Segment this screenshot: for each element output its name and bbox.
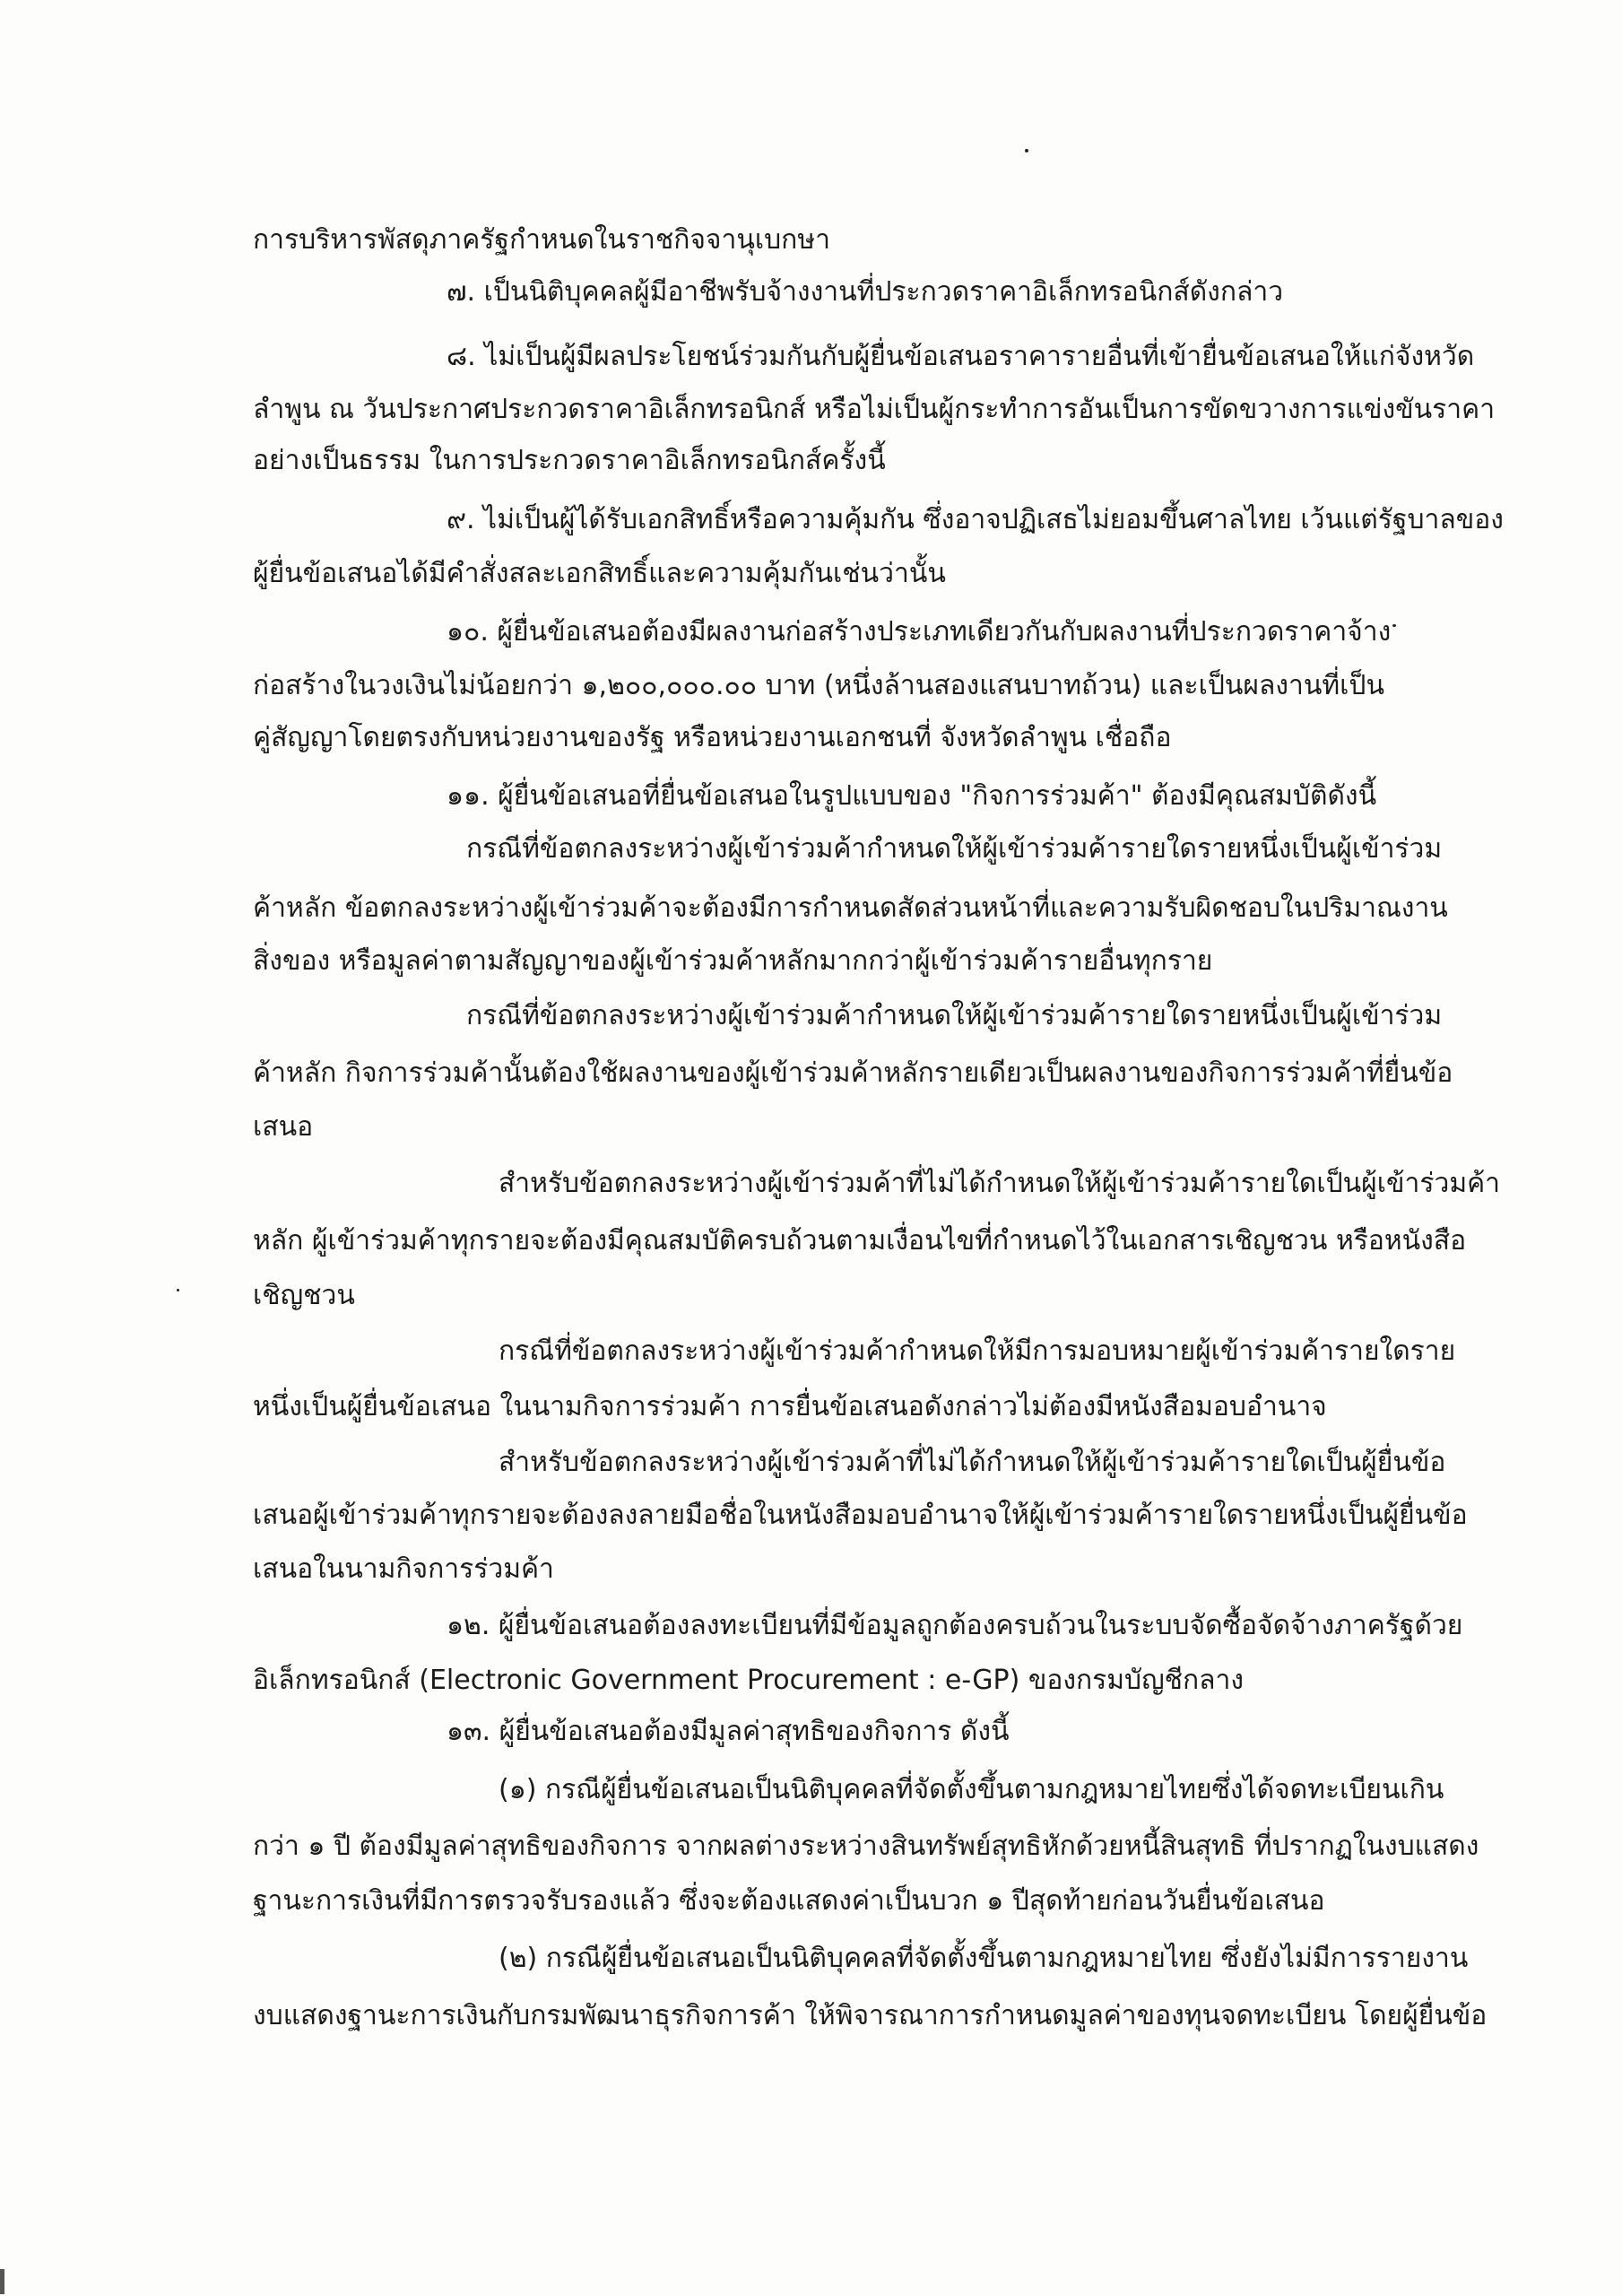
text-line: กว่า ๑ ปี ต้องมีมูลค่าสุทธิของกิจการ จากผลต่างระหว่างสินทรัพย์สุทธิหักด้วยหนี้สินสุทธิ ที่ปรากฏในงบแสดง: [253, 1831, 1479, 1862]
text-line: อย่างเป็นธรรม ในการประกวดราคาอิเล็กทรอนิกส์ครั้งนี้: [253, 445, 886, 476]
text-line: ๑๒. ผู้ยื่นข้อเสนอต้องลงทะเบียนที่มีข้อมูลถูกต้องครบถ้วนในระบบจัดซื้อจัดจ้างภาครัฐด้วย: [447, 1610, 1463, 1641]
text-line: ก่อสร้างในวงเงินไม่น้อยกว่า ๑,๒๐๐,๐๐๐.๐๐ บาท (หนึ่งล้านสองแสนบาทถ้วน) และเป็นผลงานที่เป็น: [253, 670, 1384, 701]
scan-edge-mark: [0, 2269, 4, 2294]
text-line: ๙. ไม่เป็นผู้ได้รับเอกสิทธิ์หรือความคุ้มกัน ซึ่งอาจปฏิเสธไม่ยอมขึ้นศาลไทย เว้นแต่รัฐบาลของ: [447, 504, 1504, 535]
text-line: สำหรับข้อตกลงระหว่างผู้เข้าร่วมค้าที่ไม่ได้กำหนดให้ผู้เข้าร่วมค้ารายใดเป็นผู้เข้าร่วมค้า: [499, 1168, 1501, 1199]
text-line: ลำพูน ณ วันประกาศประกวดราคาอิเล็กทรอนิกส์ หรือไม่เป็นผู้กระทำการอันเป็นการขัดขวางการแข่งขันราคา: [253, 394, 1496, 425]
text-line: (๒) กรณีผู้ยื่นข้อเสนอเป็นนิติบุคคลที่จัดตั้งขึ้นตามกฎหมายไทย ซึ่งยังไม่มีการรายงาน: [499, 1943, 1469, 1974]
text-line: ฐานะการเงินที่มีการตรวจรับรองแล้ว ซึ่งจะต้องแสดงค่าเป็นบวก ๑ ปีสุดท้ายก่อนวันยื่นข้อเสนอ: [253, 1885, 1325, 1917]
text-line: ๑๑. ผู้ยื่นข้อเสนอที่ยื่นข้อเสนอในรูปแบบของ "กิจการร่วมค้า" ต้องมีคุณสมบัติดังนี้: [447, 780, 1377, 812]
scan-speck: [1025, 149, 1028, 152]
text-line: คู่สัญญาโดยตรงกับหน่วยงานของรัฐ หรือหน่วยงานเอกชนที่ จังหวัดลำพูน เชื่อถือ: [253, 722, 1172, 753]
text-line: ๘. ไม่เป็นผู้มีผลประโยชน์ร่วมกันกับผู้ยื่นข้อเสนอราคารายอื่นที่เข้ายื่นข้อเสนอให้แก่จังหวัด: [447, 341, 1475, 372]
text-line: อิเล็กทรอนิกส์ (Electronic Government Procurement : e-GP) ของกรมบัญชีกลาง: [253, 1665, 1245, 1696]
text-line: หลัก ผู้เข้าร่วมค้าทุกรายจะต้องมีคุณสมบัติครบถ้วนตามเงื่อนไขที่กำหนดไว้ในเอกสารเชิญชวน หรือหนังสือ: [253, 1225, 1467, 1257]
text-line: ค้าหลัก กิจการร่วมค้านั้นต้องใช้ผลงานของผู้เข้าร่วมค้าหลักรายเดียวเป็นผลงานของกิจการร่วมค้าที่ยื่นข้อ: [253, 1057, 1453, 1089]
scan-speck: [1392, 624, 1396, 627]
scan-speck: [177, 1289, 179, 1292]
text-line: ๑๓. ผู้ยื่นข้อเสนอต้องมีมูลค่าสุทธิของกิจการ ดังนี้: [447, 1716, 1010, 1747]
text-line: สิ่งของ หรือมูลค่าตามสัญญาของผู้เข้าร่วมค้าหลักมากกว่าผู้เข้าร่วมค้ารายอื่นทุกราย: [253, 945, 1213, 977]
text-line: เสนอในนามกิจการร่วมค้า: [253, 1553, 554, 1585]
text-line: เสนอ: [253, 1111, 314, 1143]
text-line: เชิญชวน: [253, 1280, 355, 1311]
text-line: ๑๐. ผู้ยื่นข้อเสนอต้องมีผลงานก่อสร้างประเภทเดียวกันกับผลงานที่ประกวดราคาจ้าง: [447, 616, 1392, 648]
text-line: (๑) กรณีผู้ยื่นข้อเสนอเป็นนิติบุคคลที่จัดตั้งขึ้นตามกฎหมายไทยซึ่งได้จดทะเบียนเกิน: [499, 1774, 1444, 1805]
text-line: กรณีที่ข้อตกลงระหว่างผู้เข้าร่วมค้ากำหนดให้ผู้เข้าร่วมค้ารายใดรายหนึ่งเป็นผู้เข้าร่วม: [466, 833, 1443, 865]
text-line: งบแสดงฐานะการเงินกับกรมพัฒนาธุรกิจการค้า ให้พิจารณาการกำหนดมูลค่าของทุนจดทะเบียน โดยผู้ยื่นข้อ: [253, 2000, 1488, 2031]
text-line: ผู้ยื่นข้อเสนอได้มีคำสั่งสละเอกสิทธิ์และความคุ้มกันเช่นว่านั้น: [253, 558, 946, 589]
text-line: การบริหารพัสดุภาครัฐกำหนดในราชกิจจานุเบกษา: [253, 224, 830, 256]
text-line: หนึ่งเป็นผู้ยื่นข้อเสนอ ในนามกิจการร่วมค้า การยื่นข้อเสนอดังกล่าวไม่ต้องมีหนังสือมอบอำนาจ: [253, 1391, 1327, 1422]
text-line: กรณีที่ข้อตกลงระหว่างผู้เข้าร่วมค้ากำหนดให้มีการมอบหมายผู้เข้าร่วมค้ารายใดราย: [499, 1335, 1456, 1367]
text-line: เสนอผู้เข้าร่วมค้าทุกรายจะต้องลงลายมือชื่อในหนังสือมอบอำนาจให้ผู้เข้าร่วมค้ารายใดรายหนึ่งเป็นผู้ยื่นข้อ: [253, 1500, 1468, 1531]
text-line: กรณีที่ข้อตกลงระหว่างผู้เข้าร่วมค้ากำหนดให้ผู้เข้าร่วมค้ารายใดรายหนึ่งเป็นผู้เข้าร่วม: [466, 1000, 1443, 1031]
text-line: ค้าหลัก ข้อตกลงระหว่างผู้เข้าร่วมค้าจะต้องมีการกำหนดสัดส่วนหน้าที่และความรับผิดชอบในปริมาณงาน: [253, 892, 1448, 924]
text-line: ๗. เป็นนิติบุคคลผู้มีอาชีพรับจ้างงานที่ประกวดราคาอิเล็กทรอนิกส์ดังกล่าว: [447, 276, 1284, 308]
text-line: สำหรับข้อตกลงระหว่างผู้เข้าร่วมค้าที่ไม่ได้กำหนดให้ผู้เข้าร่วมค้ารายใดเป็นผู้ยื่นข้อ: [499, 1447, 1446, 1478]
